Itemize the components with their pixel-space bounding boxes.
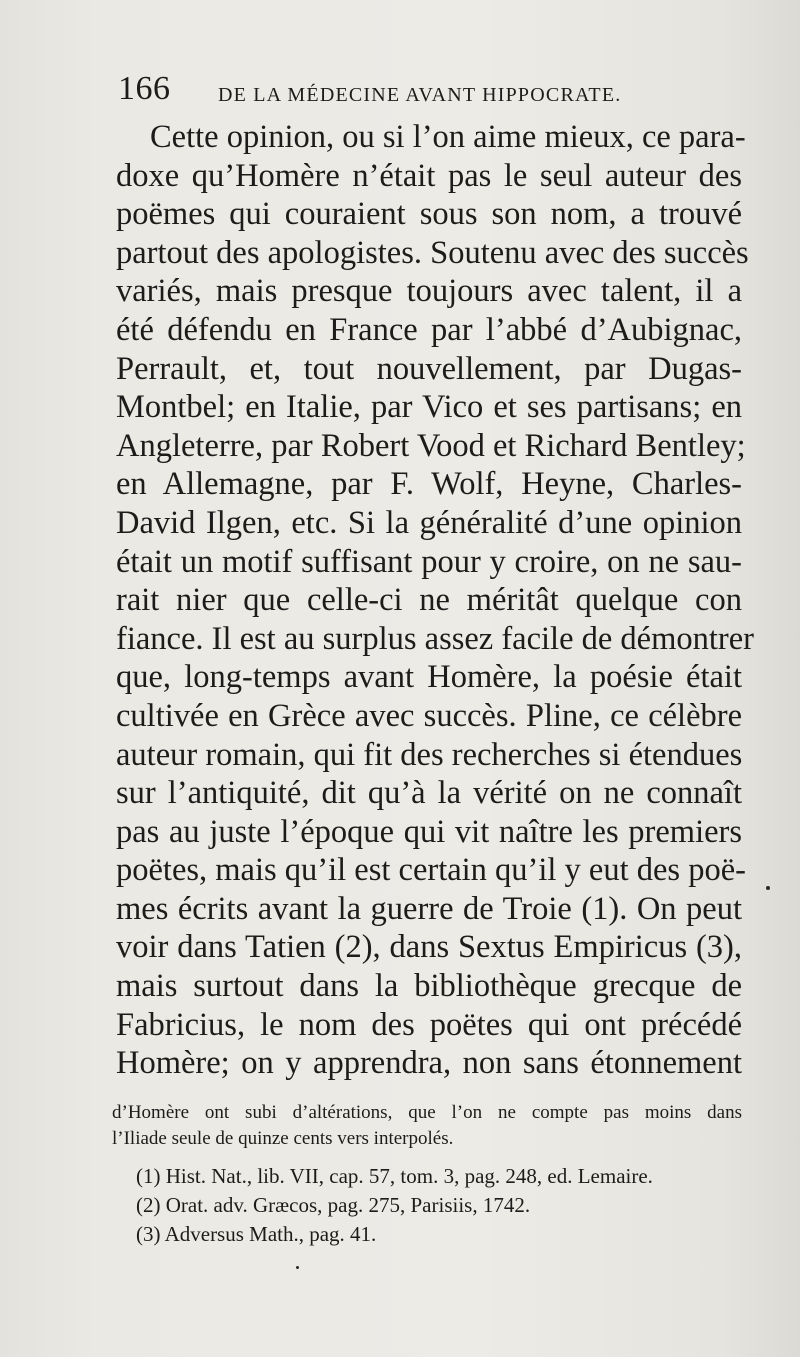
- text-line: doxe qu’Homère n’était pas le seul auteur des: [116, 157, 742, 194]
- text-line: auteur romain, qui fit des recherches si étendues: [116, 736, 743, 773]
- text-line: pas au juste l’époque qui vit naître les premiers: [116, 813, 742, 850]
- footnote-continuation-line: l’Iliade seule de quinze cents vers interpolés.: [112, 1128, 454, 1149]
- text-line: David Ilgen, etc. Si la généralité d’une opinion: [116, 504, 742, 541]
- text-line: fiance. Il est au surplus assez facile de démontrer: [116, 620, 754, 657]
- text-line: mes écrits avant la guerre de Troie (1). On peut: [116, 890, 742, 927]
- footnote-1: (1) Hist. Nat., lib. VII, cap. 57, tom. 3, pag. 248, ed. Lemaire.: [136, 1164, 653, 1188]
- text-line: été défendu en France par l’abbé d’Aubignac,: [116, 311, 742, 348]
- page-number: 166: [118, 70, 171, 107]
- footnote-list: [112, 1162, 742, 1249]
- text-line: poëmes qui couraient sous son nom, a trouvé: [116, 196, 742, 233]
- running-head: DE LA MÉDECINE AVANT HIPPOCRATE.: [218, 84, 622, 106]
- text-line: que, long-temps avant Homère, la poésie était: [116, 659, 742, 696]
- text-line: Homère; on y apprendra, non sans étonnement: [116, 1045, 742, 1082]
- text-line: variés, mais presque toujours avec talent, il a: [116, 273, 742, 310]
- text-line: rait nier que celle-ci ne méritât quelque con: [116, 582, 742, 619]
- footnote-continuation-line: d’Homère ont subi d’altérations, que l’on ne compte pas moins dans: [112, 1102, 742, 1123]
- ink-speck: [766, 886, 770, 890]
- text-line: poëtes, mais qu’il est certain qu’il y eut des poë-: [116, 852, 746, 889]
- text-line: mais surtout dans la bibliothèque grecque de: [116, 968, 742, 1005]
- text-line: en Allemagne, par F. Wolf, Heyne, Charles-: [116, 466, 742, 503]
- ink-speck: [296, 1266, 299, 1269]
- text-line: Fabricius, le nom des poëtes qui ont précédé: [116, 1006, 742, 1043]
- text-line: sur l’antiquité, dit qu’à la vérité on ne connaît: [116, 775, 742, 812]
- footnote-3: (3) Adversus Math., pag. 41.: [136, 1222, 377, 1246]
- body-text: [116, 118, 754, 1083]
- text-line: Cette opinion, ou si l’on aime mieux, ce para-: [150, 119, 746, 155]
- text-line: Montbel; en Italie, par Vico et ses partisans; en: [116, 389, 742, 426]
- footnote-2: (2) Orat. adv. Græcos, pag. 275, Parisiis, 1742.: [136, 1193, 531, 1217]
- text-line: cultivée en Grèce avec succès. Pline, ce célèbre: [116, 697, 742, 734]
- page-header: [118, 70, 738, 110]
- text-line: Perrault, et, tout nouvellement, par Dugas-: [116, 350, 742, 387]
- text-line: Angleterre, par Robert Vood et Richard Bentley;: [116, 427, 746, 464]
- text-line: était un motif suffisant pour y croire, on ne sau-: [116, 543, 742, 580]
- text-line: voir dans Tatien (2), dans Sextus Empiricus (3),: [116, 929, 742, 966]
- text-line: partout des apologistes. Soutenu avec des succès: [116, 234, 749, 271]
- footnotes: [112, 1100, 742, 1249]
